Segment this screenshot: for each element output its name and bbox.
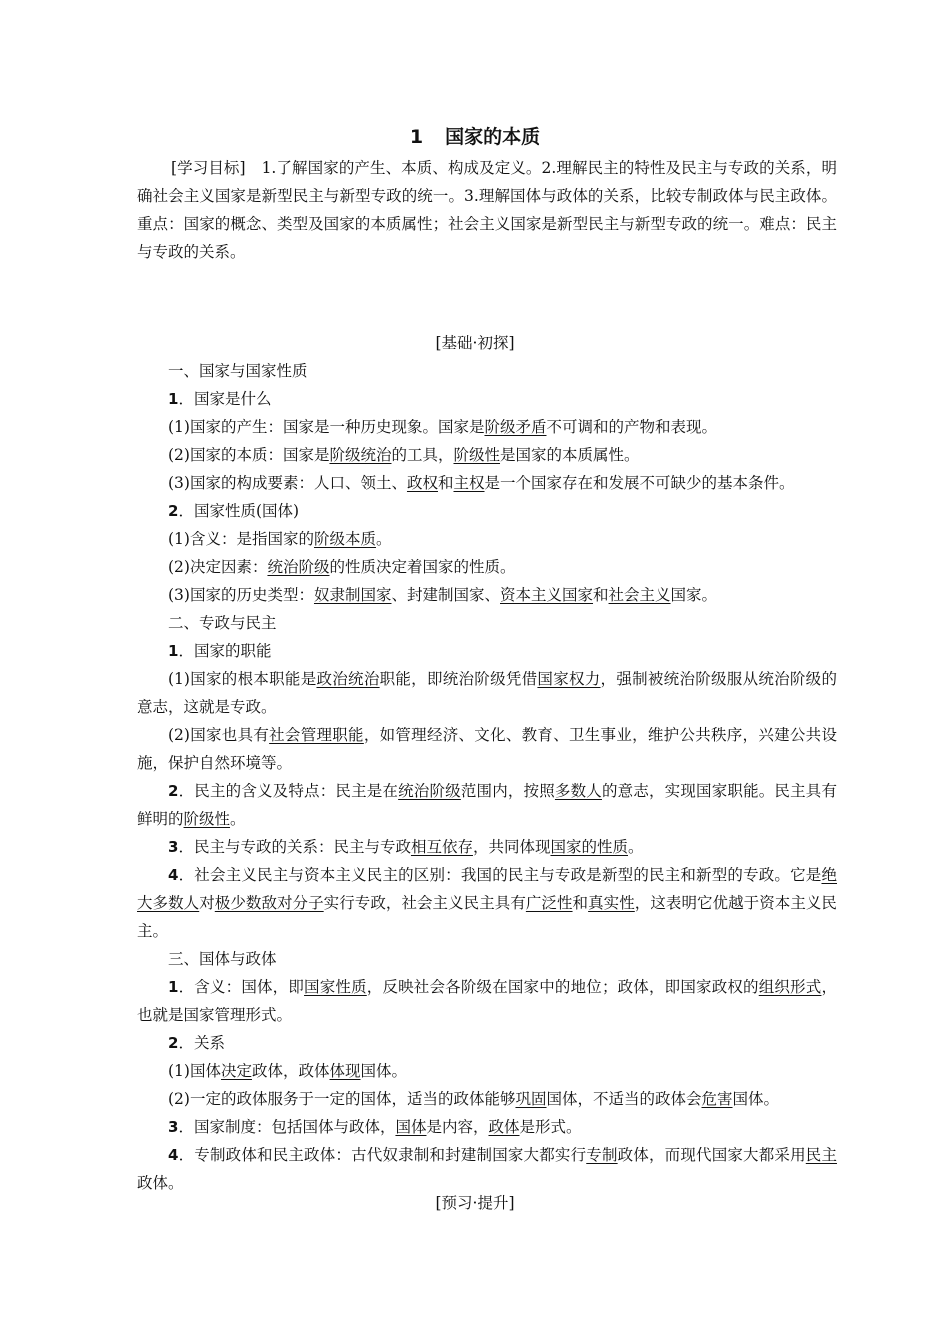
- numbered-text: 1．国家的职能: [168, 642, 272, 660]
- title-text: 国家的本质: [445, 126, 541, 148]
- content-line: [137, 833, 837, 861]
- line-text: 一、国家与国家性质: [168, 362, 308, 380]
- learning-goals-text: 1.了解国家的产生、本质、构成及定义。2.理解民主的特性及民主与专政的关系，明确社会主义国家是新型民主与新型专政的统一。3.理解国体与政体的关系，比较专制政体与民主政体。重点：国家的概念、类型及国家的本质属性；社会主义国家是新型民主与新型专政的统一。难点：民主与专政的关系。: [137, 159, 837, 261]
- content-line: [137, 497, 837, 525]
- underlined-answer: 阶级本质: [313, 530, 376, 548]
- underlined-answer: 广泛性: [525, 894, 573, 912]
- underlined-answer: 政体: [488, 1118, 520, 1136]
- numbered-text: 3．民主与专政的关系：民主与专政: [168, 838, 411, 856]
- line-text: 国体，不适当的政体会: [546, 1090, 702, 1108]
- underlined-answer: 相互依存: [410, 838, 473, 856]
- numbered-text: 2．民主的含义及特点：民主是在: [168, 782, 399, 800]
- line-text: 的性质决定着国家的性质。: [329, 558, 516, 576]
- numbered-text: 4．社会主义民主与资本主义民主的区别：我国的民主与专政是新型的民主和新型的专政。它是: [168, 866, 822, 884]
- content-line: [137, 945, 837, 973]
- numbered-text: 1．含义：国体，即: [168, 978, 305, 996]
- page-title: [0, 122, 950, 149]
- line-text: (2)国家也具有: [168, 726, 270, 744]
- line-text: ，如管理经济、文化、教育、卫生事业，维护公共秩序，兴建公共设施，保护自然环境等。: [137, 726, 837, 772]
- numbered-text: 3．国家制度：包括国体与政体，: [168, 1118, 396, 1136]
- underlined-answer: 绝大多数人: [137, 866, 837, 912]
- line-text: 是内容，: [426, 1118, 489, 1136]
- underlined-answer: 统治阶级: [267, 558, 330, 576]
- content-line: [137, 357, 837, 385]
- underlined-answer: 主权: [453, 474, 485, 492]
- line-text: 和: [572, 894, 589, 912]
- line-text: 对: [199, 894, 215, 912]
- content-line: [137, 665, 837, 721]
- line-text: 和: [593, 586, 609, 604]
- line-text: ，这表明它优越于资本主义民主。: [137, 894, 837, 940]
- line-text: (3)国家的构成要素：人口、领土、: [168, 474, 407, 492]
- content-line: [137, 609, 837, 637]
- line-text: 不可调和的产物和表现。: [546, 418, 717, 436]
- content-line: [137, 581, 837, 609]
- item-number: 1: [168, 642, 179, 660]
- line-text: (1)国家的产生：国家是一种历史现象。国家是: [168, 418, 485, 436]
- underlined-answer: 组织形式: [758, 978, 822, 996]
- underlined-answer: 阶级性: [183, 810, 231, 828]
- content-line: [137, 973, 837, 1029]
- item-number: 2: [168, 502, 179, 520]
- title-number: 1: [409, 126, 424, 148]
- underlined-answer: 极少数敌对分子: [214, 894, 324, 912]
- item-number: 3: [168, 1118, 179, 1136]
- line-text: 的意志，实现国家职能。民主具有鲜明的: [137, 782, 837, 828]
- line-text: (2)一定的政体服务于一定的国体，适当的政体能够: [168, 1090, 516, 1108]
- content-body: [137, 357, 837, 1197]
- content-line: [137, 553, 837, 581]
- content-line: [137, 469, 837, 497]
- underlined-answer: 阶级统治: [329, 446, 392, 464]
- section-label-preview: [预习·提升]: [435, 1194, 515, 1212]
- line-text: 、封建制国家、: [391, 586, 500, 604]
- line-text: ，也就是国家管理形式。: [137, 978, 837, 1024]
- content-line: [137, 1029, 837, 1057]
- underlined-answer: 政治统治: [316, 670, 380, 688]
- underlined-answer: 真实性: [588, 894, 635, 912]
- line-text: 国家。: [670, 586, 718, 604]
- underlined-answer: 资本主义国家: [500, 586, 594, 604]
- underlined-answer: 决定: [220, 1062, 252, 1080]
- line-text: 政体，政体: [251, 1062, 330, 1080]
- line-text: (1)国家的根本职能是: [168, 670, 317, 688]
- line-text: ，反映社会各阶级在国家中的地位；政体，即国家政权的: [366, 978, 759, 996]
- line-text: 和: [437, 474, 454, 492]
- line-text: (2)国家的本质：国家是: [168, 446, 330, 464]
- content-line: [137, 1057, 837, 1085]
- item-number: 4: [168, 866, 179, 884]
- underlined-answer: 体现: [329, 1062, 361, 1080]
- item-number: 1: [168, 978, 179, 996]
- learning-goals: [137, 154, 837, 266]
- underlined-answer: 政权: [406, 474, 438, 492]
- line-text: 是形式。: [519, 1118, 582, 1136]
- content-line: [137, 637, 837, 665]
- content-line: [137, 861, 837, 945]
- content-line: [137, 413, 837, 441]
- line-text: 。: [375, 530, 392, 548]
- line-text: 范围内，按照: [460, 782, 555, 800]
- underlined-answer: 奴隶制国家: [313, 586, 392, 604]
- underlined-answer: 社会主义: [608, 586, 671, 604]
- underlined-answer: 专制: [586, 1146, 618, 1164]
- content-line: [137, 1141, 837, 1197]
- numbered-text: 2．国家性质(国体): [168, 502, 300, 520]
- item-number: 3: [168, 838, 179, 856]
- line-text: 实行专政，社会主义民主具有: [323, 894, 526, 912]
- underlined-answer: 国体: [395, 1118, 427, 1136]
- content-line: [137, 385, 837, 413]
- line-text: (1)含义：是指国家的: [168, 530, 314, 548]
- line-text: (2)决定因素：: [168, 558, 268, 576]
- underlined-answer: 巩固: [515, 1090, 547, 1108]
- content-line: [137, 777, 837, 833]
- line-text: 国体。: [732, 1090, 780, 1108]
- numbered-text: 1．国家是什么: [168, 390, 272, 408]
- line-text: 。: [230, 810, 246, 828]
- item-number: 2: [168, 1034, 179, 1052]
- underlined-answer: 国家的性质: [550, 838, 628, 856]
- underlined-answer: 危害: [701, 1090, 733, 1108]
- line-text: 职能，即统治阶级凭借: [379, 670, 538, 688]
- content-line: [137, 1113, 837, 1141]
- line-text: 的工具，: [391, 446, 454, 464]
- content-line: [137, 1085, 837, 1113]
- underlined-answer: 民主: [805, 1146, 837, 1164]
- line-text: 是国家的本质属性。: [500, 446, 640, 464]
- item-number: 2: [168, 782, 179, 800]
- line-text: 三、国体与政体: [168, 950, 277, 968]
- line-text: (3)国家的历史类型：: [168, 586, 314, 604]
- content-line: [137, 721, 837, 777]
- line-text: 是一个国家存在和发展不可缺少的基本条件。: [484, 474, 795, 492]
- item-number: 1: [168, 390, 179, 408]
- line-text: 。: [628, 838, 644, 856]
- underlined-answer: 国家权力: [537, 670, 601, 688]
- item-number: 4: [168, 1146, 179, 1164]
- line-text: ，共同体现: [472, 838, 551, 856]
- underlined-answer: 多数人: [554, 782, 602, 800]
- content-line: [137, 525, 837, 553]
- section-label-basics: [基础·初探]: [435, 334, 515, 352]
- numbered-text: 4．专制政体和民主政体：古代奴隶制和封建制国家大都实行: [168, 1146, 587, 1164]
- learning-goals-heading: [学习目标]: [171, 159, 246, 177]
- line-text: ，强制被统治阶级服从统治阶级的意志，这就是专政。: [137, 670, 837, 716]
- content-line: [137, 441, 837, 469]
- line-text: 二、专政与民主: [168, 614, 277, 632]
- line-text: (1)国体: [168, 1062, 221, 1080]
- underlined-answer: 阶级性: [453, 446, 501, 464]
- underlined-answer: 国家性质: [304, 978, 367, 996]
- numbered-text: 2．关系: [168, 1034, 225, 1052]
- underlined-answer: 统治阶级: [398, 782, 461, 800]
- line-text: 国体。: [360, 1062, 408, 1080]
- line-text: 政体。: [137, 1174, 184, 1192]
- underlined-answer: 阶级矛盾: [484, 418, 547, 436]
- underlined-answer: 社会管理职能: [269, 726, 364, 744]
- line-text: 政体，而现代国家大都采用: [617, 1146, 806, 1164]
